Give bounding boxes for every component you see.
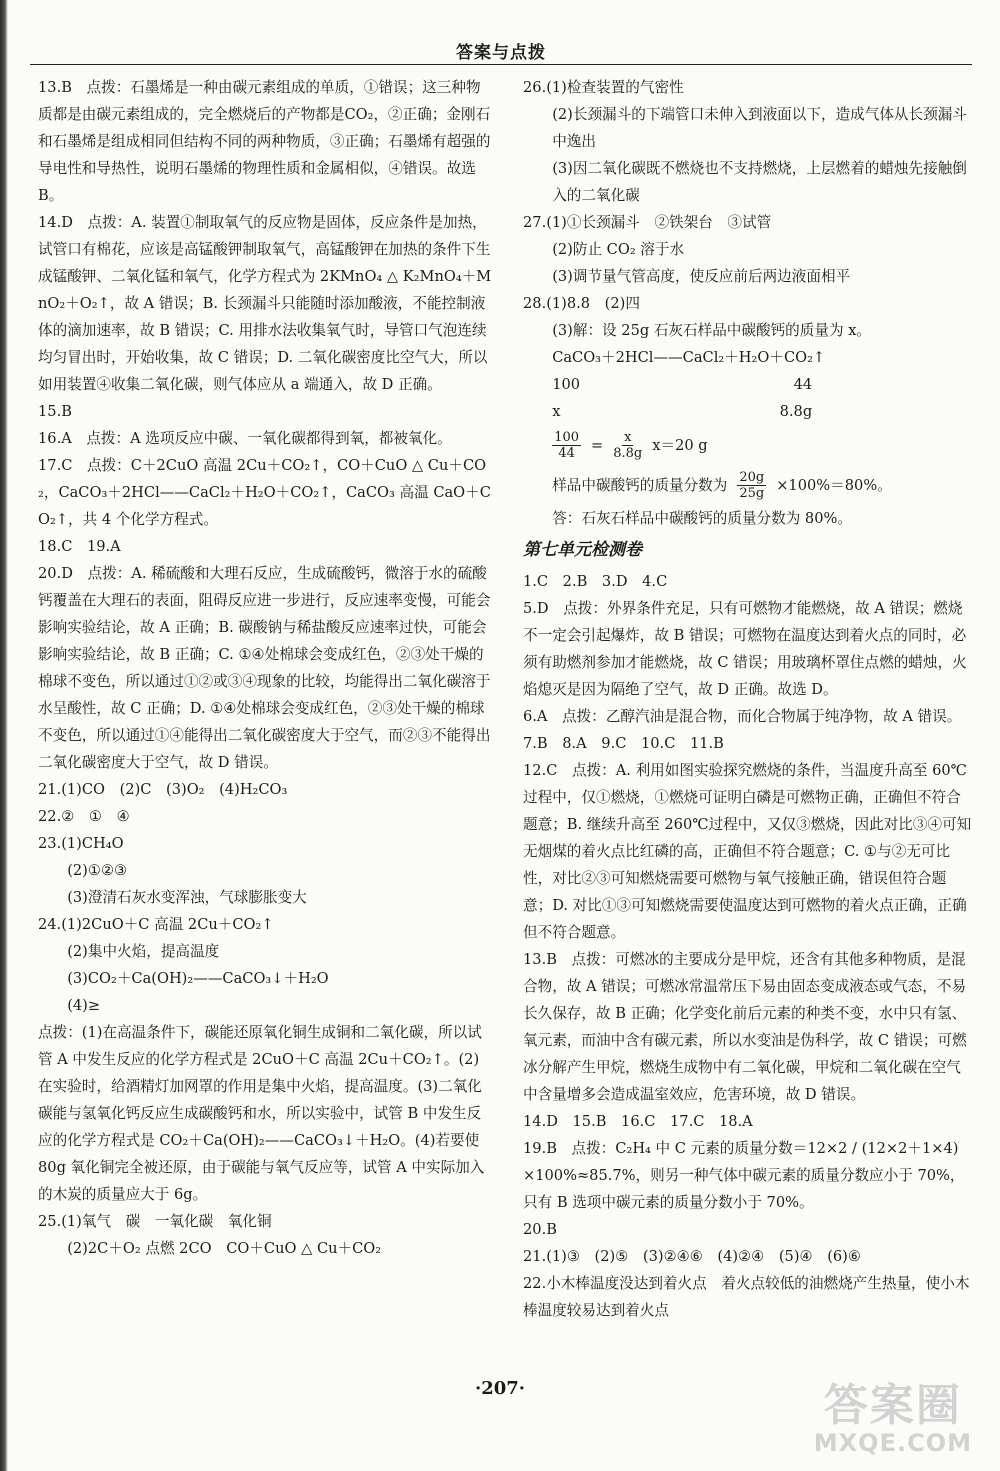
equals-sign: = <box>591 436 604 454</box>
page-header <box>30 34 972 65</box>
u7-answer-13: 13.B 点拨：可燃冰的主要成分是甲烷，还含有其他多种物质，是混合物，故 A 错误；可燃冰常温常压下易由固态变成液态或气态，不易长久保存，故 B 正确；化学变化前后元素的种类不变，水中只有氢、氧元素，而油中含有碳元素，所以水变油是伪科学，故 C 错误；可燃冰分解产生甲烷，燃烧生成物中有二氧化碳，甲烷和二氧化碳在空气中含量增多会造成温室效应，危害环境，故 D 错误。 <box>523 951 967 1103</box>
scan-edge <box>0 0 8 1471</box>
percent-den: 25g <box>739 485 765 501</box>
fraction-2-num: x <box>624 429 632 445</box>
answer-27-1: 27.(1)①长颈漏斗 ②铁架台 ③试管 <box>523 214 772 231</box>
stoich-row-1 <box>552 371 812 398</box>
right-column <box>523 74 973 1324</box>
stoich-calc <box>523 371 973 532</box>
answer-23-2: (2)①②③ <box>67 862 128 879</box>
stoich-mass-co2: 44 <box>793 376 813 393</box>
u7-answer-1-4: 1.C 2.B 3.D 4.C <box>523 573 668 590</box>
percent-label: 样品中碳酸钙的质量分数为 <box>552 476 728 494</box>
answer-26-2: (2)长颈漏斗的下端管口未伸入到液面以下，造成气体从长颈漏斗中逸出 <box>552 106 967 150</box>
fraction-2 <box>613 430 642 461</box>
percent-num: 20g <box>739 469 765 485</box>
percent-result: ×100%＝80%。 <box>776 476 892 494</box>
watermark <box>813 1380 972 1457</box>
answer-21: 21.(1)CO (2)C (3)O₂ (4)H₂CO₃ <box>38 781 288 798</box>
stoich-mass-caco3: 100 <box>552 376 581 393</box>
answer-16: 16.A 点拨：A 选项反应中碳、一氧化碳都得到氧，都被氧化。 <box>38 430 452 447</box>
answer-22: 22.② ① ④ <box>38 808 130 825</box>
answer-23-3: (3)澄清石灰水变浑浊，气球膨胀变大 <box>67 889 307 906</box>
watermark-logo: 答案圈 <box>823 1380 962 1431</box>
answer-24-tip: 点拨：(1)在高温条件下，碳能还原氧化铜生成铜和二氧化碳，所以试管 A 中发生反应的化学方程式是 2CuO＋C 高温 2Cu＋CO₂↑。(2)在实验时，给酒精灯加网罩的作用是集中火焰，提高温度。(3)二氧化碳能与氢氧化钙反应生成碳酸钙和水，所以实验中，试管 B 中发生反应的化学方程式是 CO₂＋Ca(OH)₂——CaCO₃↓＋H₂O。(4)若要使 80g 氧化铜完全被还原，由于碳能与氧气反应等，试管 A 中实际加入的木炭的质量应大于 6g。 <box>38 1024 485 1203</box>
stoich-x: x <box>552 403 561 420</box>
answer-26-3: (3)因二氧化碳既不燃烧也不支持燃烧，上层燃着的蜡烛先接触倒入的二氧化碳 <box>552 160 967 204</box>
section-title: 第七单元检测卷 <box>523 540 642 560</box>
watermark-url: MXQE.COM <box>813 1429 972 1457</box>
stoich-row-2 <box>552 398 812 425</box>
answer-24-4: (4)≥ <box>67 997 101 1014</box>
answer-20: 20.D 点拨：A. 稀硫酸和大理石反应，生成硫酸钙，微溶于水的硫酸钙覆盖在大理石的表面，阻碍反应进一步进行，反应速率变慢，可能会影响实验结论，故 A 正确；B. 碳酸钠与稀盐酸反应速率过快，可能会影响实验结论，故 B 正确；C. ①④处棉球会变成红色，②③处干燥的棉球不变色，所以通过①②或③④现象的比较，均能得出二氧化碳溶于水呈酸性，故 C 正确；D. ①④处棉球会变成红色，②③处干燥的棉球不变色，所以通过①④能得出二氧化碳密度大于空气，而②③不能得出二氧化碳密度大于空气，故 D 错误。 <box>38 565 491 771</box>
answer-27-2: (2)防止 CO₂ 溶于水 <box>552 241 685 258</box>
answer-18-19: 18.C 19.A <box>38 538 121 555</box>
header-title: 答案与点拨 <box>456 43 546 63</box>
u7-answer-7-11: 7.B 8.A 9.C 10.C 11.B <box>523 735 724 752</box>
answer-24-3: (3)CO₂＋Ca(OH)₂——CaCO₃↓＋H₂O <box>67 970 329 987</box>
percent-fraction <box>737 470 766 501</box>
answer-15: 15.B <box>38 403 72 420</box>
left-column <box>38 74 492 1262</box>
u7-answer-20: 20.B <box>523 1221 557 1238</box>
answer-24-2: (2)集中火焰，提高温度 <box>67 943 220 960</box>
proportion-row <box>552 425 973 465</box>
u7-answer-19: 19.B 点拨：C₂H₄ 中 C 元素的质量分数＝12×2 / (12×2＋1×4) ×100%≈85.7%，则另一种气体中碳元素的质量分数应小于 70%，只有 B 选项中碳元素的质量分数小于 70%。 <box>523 1140 965 1211</box>
equation-caco3: CaCO₃＋2HCl——CaCl₂＋H₂O＋CO₂↑ <box>552 349 826 366</box>
answer-26-1: 26.(1)检查装置的气密性 <box>523 79 684 96</box>
u7-answer-14-18: 14.D 15.B 16.C 17.C 18.A <box>523 1113 753 1130</box>
answer-28-conclusion: 答：石灰石样品中碳酸钙的质量分数为 80%。 <box>552 510 852 527</box>
page-number: ·207· <box>474 1378 526 1399</box>
u7-answer-5: 5.D 点拨：外界条件充足，只有可燃物才能燃烧，故 A 错误；燃烧不一定会引起爆炸，故 B 错误；可燃物在温度达到着火点的同时，必须有助燃剂参加才能燃烧，故 C 错误；用玻璃杯罩住点燃的蜡烛，火焰熄灭是因为隔绝了空气，故 D 正确。故选 D。 <box>523 600 967 698</box>
u7-answer-21: 21.(1)③ (2)⑤ (3)②④⑥ (4)②④ (5)④ (6)⑥ <box>523 1248 861 1265</box>
answer-24-1: 24.(1)2CuO＋C 高温 2Cu＋CO₂↑ <box>38 916 274 933</box>
stoich-co2-mass: 8.8g <box>779 403 813 420</box>
answer-23-1: 23.(1)CH₄O <box>38 835 124 852</box>
result-x: x＝20 g <box>652 436 708 454</box>
fraction-1-num: 100 <box>554 429 580 445</box>
fraction-2-den: 8.8g <box>613 445 643 461</box>
percent-row <box>552 465 973 505</box>
answer-28-1: 28.(1)8.8 (2)四 <box>523 295 640 312</box>
answer-28-3: (3)解：设 25g 石灰石样品中碳酸钙的质量为 x。 <box>552 322 872 339</box>
answer-25-1: 25.(1)氧气 碳 一氧化碳 氧化铜 <box>38 1213 272 1230</box>
u7-answer-12: 12.C 点拨：A. 利用如图实验探究燃烧的条件，当温度升高至 60℃过程中，仅①燃烧，①燃烧可证明白磷是可燃物正确，正确但不符合题意；B. 继续升高至 260℃过程中，又仅③燃烧，因此对比③④可知无烟煤的着火点比红磷的高，正确但不符合题意；C. ①与②无可比性，对比②③可知燃烧需要可燃物与氧气接触正确，错误但符合题意；D. 对比①③可知燃烧需要使温度达到可燃物的着火点正确，正确但不符合题意。 <box>523 762 972 941</box>
answer-27-3: (3)调节量气管高度，使反应前后两边液面相平 <box>552 268 851 285</box>
fraction-1 <box>552 430 581 461</box>
answer-14: 14.D 点拨：A. 装置①制取氧气的反应物是固体，反应条件是加热，试管口有棉花，应该是高锰酸钾制取氧气，高锰酸钾在加热的条件下生成锰酸钾、二氧化锰和氧气，化学方程式为 2KMnO₄ △ K₂MnO₄＋MnO₂＋O₂↑，故 A 错误；B. 长颈漏斗只能随时添加酸液，不能控制液体的滴加速率，故 B 错误；C. 用排水法收集氧气时，导管口气泡连续均匀冒出时，开始收集，故 C 错误；D. 二氧化碳密度比空气大，所以如用装置④收集二氧化碳，则气体应从 a 端通入，故 D 正确。 <box>38 214 492 393</box>
u7-answer-6: 6.A 点拨：乙醇汽油是混合物，而化合物属于纯净物，故 A 错误。 <box>523 708 962 725</box>
answer-17: 17.C 点拨：C＋2CuO 高温 2Cu＋CO₂↑，CO＋CuO △ Cu＋CO₂，CaCO₃＋2HCl——CaCl₂＋H₂O＋CO₂↑，CaCO₃ 高温 CaO＋CO₂↑，共 4 个化学方程式。 <box>38 457 491 528</box>
u7-answer-22: 22.小木棒温度没达到着火点 着火点较低的油燃烧产生热量，使小木棒温度较易达到着火点 <box>523 1275 970 1319</box>
answer-25-2: (2)2C＋O₂ 点燃 2CO CO＋CuO △ Cu＋CO₂ <box>67 1240 382 1257</box>
fraction-1-den: 44 <box>558 445 575 461</box>
answer-13: 13.B 点拨：石墨烯是一种由碳元素组成的单质，①错误；这三种物质都是由碳元素组成的，完全燃烧后的产物都是CO₂，②正确；金刚石和石墨烯是组成相同但结构不同的两种物质，③正确；石墨烯有超强的导电性和导热性，说明石墨烯的物理性质和金属相似，④错误。故选 B。 <box>38 79 491 204</box>
